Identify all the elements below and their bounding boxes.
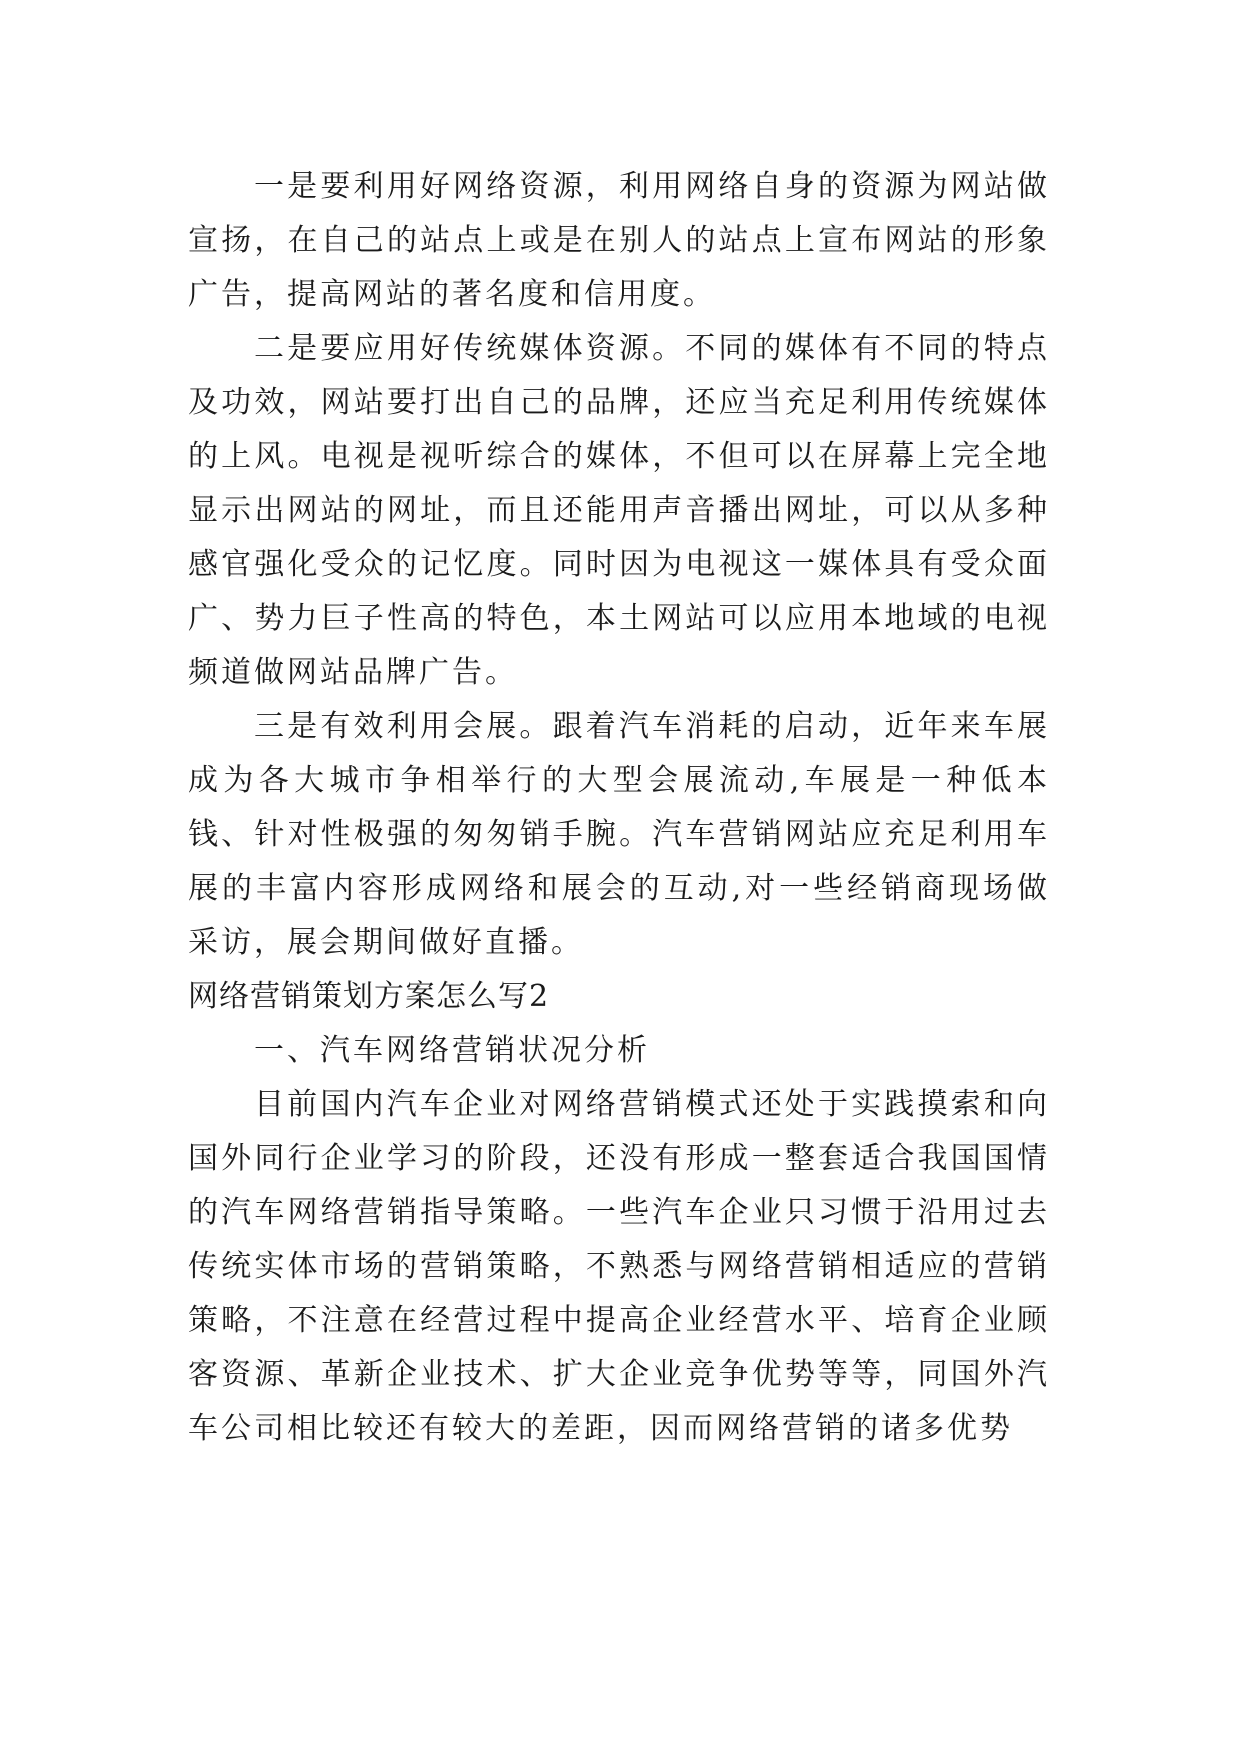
document-body (188, 160, 1050, 1456)
paragraph-exhibitions: 三是有效利用会展。跟着汽车消耗的启动，近年来车展成为各大城市争相举行的大型会展流动,车展是一种低本钱、针对性极强的匆匆销手腕。汽车营销网站应充足利用车展的丰富内容形成网络和展会的互动,对一些经销商现场做采访，展会期间做好直播。 (188, 709, 1050, 960)
paragraph-traditional-media: 二是要应用好传统媒体资源。不同的媒体有不同的特点及功效，网站要打出自己的品牌，还应当充足利用传统媒体的上风。电视是视听综合的媒体，不但可以在屏幕上完全地显示出网站的网址，而且还能用声音播出网址，可以从多种感官强化受众的记忆度。同时因为电视这一媒体具有受众面广、势力巨子性高的特色，本土网站可以应用本地域的电视频道做网站品牌广告。 (188, 331, 1050, 690)
subsection-title: 一、汽车网络营销状况分析 (254, 1033, 650, 1068)
paragraph-market-analysis: 目前国内汽车企业对网络营销模式还处于实践摸索和向国外同行企业学习的阶段，还没有形成一整套适合我国国情的汽车网络营销指导策略。一些汽车企业只习惯于沿用过去传统实体市场的营销策略，不熟悉与网络营销相适应的营销策略，不注意在经营过程中提高企业经营水平、培育企业顾客资源、革新企业技术、扩大企业竞争优势等等，同国外汽车公司相比较还有较大的差距，因而网络营销的诸多优势 (188, 1087, 1050, 1446)
paragraph-network-resources: 一是要利用好网络资源，利用网络自身的资源为网站做宣扬，在自己的站点上或是在别人的站点上宣布网站的形象广告，提高网站的著名度和信用度。 (188, 169, 1050, 312)
section-title: 网络营销策划方案怎么写2 (188, 979, 550, 1014)
